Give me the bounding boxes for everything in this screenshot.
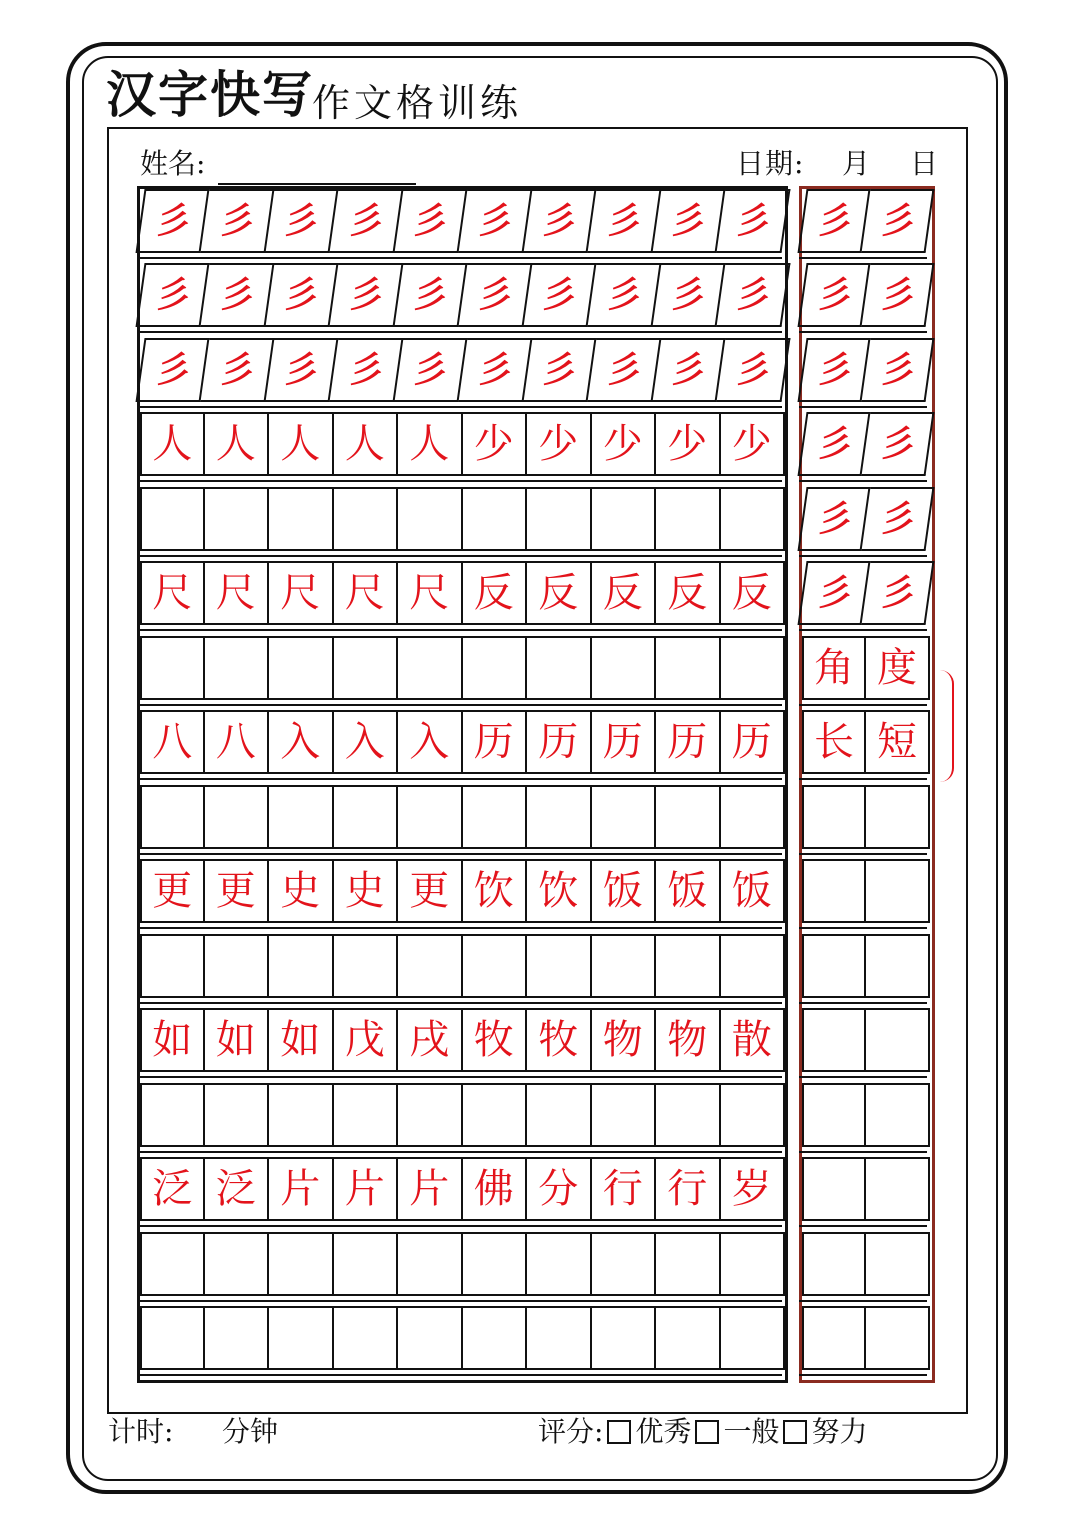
side-grid-row: [802, 412, 930, 476]
main-grid-cell[interactable]: [205, 487, 270, 551]
row-separator-line: [799, 331, 927, 333]
main-grid-cell[interactable]: 八: [205, 710, 270, 774]
main-grid-cell[interactable]: [398, 487, 463, 551]
score-label: 评分:: [538, 1415, 604, 1448]
main-grid-cell[interactable]: [463, 1083, 528, 1147]
main-grid-cell[interactable]: [463, 1306, 528, 1370]
main-grid-cell[interactable]: 反: [592, 561, 657, 625]
side-grid-cell[interactable]: [802, 1008, 866, 1072]
main-grid-cell[interactable]: 尺: [140, 561, 205, 625]
main-grid-row: [140, 710, 785, 774]
side-grid-cell[interactable]: [866, 1083, 930, 1147]
main-grid-cell[interactable]: [527, 1306, 592, 1370]
main-grid-cell[interactable]: [656, 1083, 721, 1147]
row-separator-line: [799, 1151, 927, 1153]
main-grid-cell[interactable]: [205, 1306, 270, 1370]
main-grid-cell[interactable]: 泛: [205, 1157, 270, 1221]
main-grid-cell[interactable]: [592, 934, 657, 998]
row-separator-line: [137, 406, 782, 408]
row-separator-line: [799, 1300, 927, 1302]
main-grid-cell[interactable]: [334, 934, 399, 998]
main-grid-cell[interactable]: [721, 636, 786, 700]
main-grid-cell[interactable]: 彡: [458, 338, 531, 402]
main-grid-cell[interactable]: [334, 785, 399, 849]
main-grid-cell[interactable]: 饭: [656, 859, 721, 923]
main-grid-cell[interactable]: 彡: [136, 338, 209, 402]
minutes-label: 分钟: [222, 1415, 279, 1448]
main-grid-cell[interactable]: 彡: [265, 263, 338, 327]
score-average-label: 一般: [723, 1415, 780, 1448]
main-grid-cell[interactable]: 如: [269, 1008, 334, 1072]
side-grid-cell[interactable]: 彡: [798, 412, 871, 476]
main-grid-cell[interactable]: [269, 487, 334, 551]
main-grid-cell[interactable]: [527, 785, 592, 849]
side-grid-cell[interactable]: 度: [866, 636, 930, 700]
row-separator-line: [137, 1374, 782, 1376]
side-grid-cell[interactable]: 彡: [862, 487, 935, 551]
side-grid-row: [802, 1008, 930, 1072]
main-grid-cell[interactable]: [334, 1083, 399, 1147]
main-grid-cell[interactable]: 岁: [721, 1157, 786, 1221]
main-grid-cell[interactable]: 反: [527, 561, 592, 625]
main-grid-cell[interactable]: 反: [656, 561, 721, 625]
main-grid-cell[interactable]: [140, 1083, 205, 1147]
row-separator-line: [137, 1225, 782, 1227]
main-grid-cell[interactable]: 物: [592, 1008, 657, 1072]
main-grid-cell[interactable]: 少: [592, 412, 657, 476]
side-grid-cell[interactable]: [866, 1306, 930, 1370]
main-grid-cell[interactable]: 彡: [329, 338, 402, 402]
main-grid-cell[interactable]: 入: [269, 710, 334, 774]
main-grid-cell[interactable]: [269, 636, 334, 700]
main-grid-row: [140, 1008, 785, 1072]
main-grid-cell[interactable]: [463, 487, 528, 551]
main-grid-row: [140, 1157, 785, 1221]
side-grid-row: [802, 859, 930, 923]
name-field-line[interactable]: [218, 183, 416, 185]
main-grid-cell[interactable]: 彡: [652, 189, 725, 253]
main-grid-cell[interactable]: 牧: [527, 1008, 592, 1072]
main-grid-cell[interactable]: 饮: [463, 859, 528, 923]
main-grid-cell[interactable]: 彡: [458, 189, 531, 253]
side-grid-cell[interactable]: 彡: [862, 189, 935, 253]
main-grid-row: [140, 636, 785, 700]
side-grid-cell[interactable]: 彡: [862, 263, 935, 327]
date-month-label: 月: [842, 147, 871, 180]
row-separator-line: [799, 406, 927, 408]
main-grid-cell[interactable]: [463, 1232, 528, 1296]
main-grid-cell[interactable]: [334, 1232, 399, 1296]
main-grid-cell[interactable]: 彡: [523, 263, 596, 327]
main-grid-cell[interactable]: 片: [334, 1157, 399, 1221]
grouping-brace: [936, 670, 954, 782]
side-grid-cell[interactable]: [802, 1306, 866, 1370]
row-separator-line: [137, 1002, 782, 1004]
side-grid-cell[interactable]: [866, 859, 930, 923]
side-grid-cell[interactable]: [802, 785, 866, 849]
main-grid-cell[interactable]: 少: [527, 412, 592, 476]
main-grid-cell[interactable]: 如: [140, 1008, 205, 1072]
side-grid-cell[interactable]: [802, 859, 866, 923]
side-grid-row: [802, 338, 930, 402]
main-grid-cell[interactable]: [334, 636, 399, 700]
side-grid-cell[interactable]: 彡: [862, 338, 935, 402]
main-grid-cell[interactable]: 佛: [463, 1157, 528, 1221]
row-separator-line: [137, 257, 782, 259]
side-grid-row: [802, 636, 930, 700]
main-grid-cell[interactable]: 入: [334, 710, 399, 774]
main-grid-row: [140, 263, 785, 327]
side-grid-cell[interactable]: 短: [866, 710, 930, 774]
main-grid-cell[interactable]: [205, 1083, 270, 1147]
score-effort-label: 努力: [811, 1415, 868, 1448]
row-separator-line: [799, 853, 927, 855]
side-grid-cell[interactable]: [866, 1157, 930, 1221]
score-excellent-checkbox[interactable]: [607, 1420, 631, 1444]
date-day-label: 日: [910, 147, 939, 180]
main-grid-cell[interactable]: 饮: [527, 859, 592, 923]
side-grid-cell[interactable]: 长: [802, 710, 866, 774]
row-separator-line: [799, 555, 927, 557]
page-subtitle: 作文格训练: [312, 81, 523, 125]
date-label: 日期:: [736, 147, 805, 180]
main-grid-row: [140, 487, 785, 551]
main-grid-cell[interactable]: 尺: [334, 561, 399, 625]
main-grid-row: [140, 189, 785, 253]
side-grid-row: [802, 1083, 930, 1147]
main-grid-cell[interactable]: [527, 934, 592, 998]
main-grid-cell[interactable]: 行: [656, 1157, 721, 1221]
main-grid-cell[interactable]: 彡: [136, 189, 209, 253]
row-separator-line: [799, 1374, 927, 1376]
main-grid-cell[interactable]: [527, 487, 592, 551]
row-separator-line: [137, 704, 782, 706]
main-grid-cell[interactable]: 彡: [329, 189, 402, 253]
side-grid-row: [802, 1232, 930, 1296]
side-grid-row: [802, 785, 930, 849]
main-grid-cell[interactable]: [269, 1083, 334, 1147]
side-grid-cell[interactable]: [866, 934, 930, 998]
main-grid-cell[interactable]: [721, 1083, 786, 1147]
side-grid-cell[interactable]: [866, 1008, 930, 1072]
main-grid-row: [140, 1232, 785, 1296]
main-grid-cell[interactable]: 历: [527, 710, 592, 774]
main-grid-cell[interactable]: 行: [592, 1157, 657, 1221]
main-grid-cell[interactable]: 反: [463, 561, 528, 625]
main-grid-row: [140, 785, 785, 849]
main-grid-cell[interactable]: 历: [463, 710, 528, 774]
side-grid-cell[interactable]: 彡: [862, 561, 935, 625]
main-grid-cell[interactable]: [721, 785, 786, 849]
main-grid-row: [140, 412, 785, 476]
main-grid-cell[interactable]: [269, 1306, 334, 1370]
timer-label: 计时:: [108, 1415, 174, 1448]
main-grid-row: [140, 1306, 785, 1370]
main-grid-row: [140, 934, 785, 998]
name-label: 姓名:: [140, 147, 206, 180]
main-grid-cell[interactable]: [656, 1306, 721, 1370]
side-grid-cell[interactable]: 彡: [798, 338, 871, 402]
row-separator-line: [137, 1300, 782, 1302]
main-grid-cell[interactable]: 物: [656, 1008, 721, 1072]
side-grid-cell[interactable]: 彡: [798, 487, 871, 551]
main-grid-cell[interactable]: [205, 636, 270, 700]
main-grid-row: [140, 859, 785, 923]
main-grid-cell[interactable]: 散: [721, 1008, 786, 1072]
main-grid-cell[interactable]: 彡: [394, 189, 467, 253]
main-grid-cell[interactable]: 少: [721, 412, 786, 476]
side-grid-cell[interactable]: 彡: [798, 189, 871, 253]
main-grid-cell[interactable]: 尺: [398, 561, 463, 625]
main-grid-cell[interactable]: 历: [721, 710, 786, 774]
main-grid-cell[interactable]: 彡: [587, 189, 660, 253]
main-grid-cell[interactable]: [656, 487, 721, 551]
row-separator-line: [799, 480, 927, 482]
main-grid-cell[interactable]: [656, 636, 721, 700]
main-grid-cell[interactable]: 戊: [334, 1008, 399, 1072]
side-grid-cell[interactable]: 彡: [798, 263, 871, 327]
row-separator-line: [137, 778, 782, 780]
score-section: [538, 1415, 868, 1448]
main-grid-cell[interactable]: 彡: [265, 189, 338, 253]
main-grid-cell[interactable]: [205, 785, 270, 849]
main-grid-cell[interactable]: [334, 1306, 399, 1370]
main-grid-cell[interactable]: 泛: [140, 1157, 205, 1221]
main-grid-cell[interactable]: [398, 1083, 463, 1147]
main-grid-cell[interactable]: [398, 1232, 463, 1296]
score-excellent-label: 优秀: [635, 1415, 692, 1448]
main-grid-cell[interactable]: [463, 934, 528, 998]
main-grid-cell[interactable]: 分: [527, 1157, 592, 1221]
main-grid-cell[interactable]: [269, 785, 334, 849]
main-grid-cell[interactable]: [398, 785, 463, 849]
main-grid-cell[interactable]: 更: [398, 859, 463, 923]
main-grid-cell[interactable]: 人: [140, 412, 205, 476]
main-grid-cell[interactable]: [527, 1232, 592, 1296]
main-grid-cell[interactable]: 片: [398, 1157, 463, 1221]
main-grid-cell[interactable]: 如: [205, 1008, 270, 1072]
row-separator-line: [137, 1151, 782, 1153]
row-separator-line: [137, 480, 782, 482]
side-grid-cell[interactable]: [802, 1157, 866, 1221]
side-grid-row: [802, 1157, 930, 1221]
side-grid-row: [802, 487, 930, 551]
main-grid-cell[interactable]: 反: [721, 561, 786, 625]
main-grid-cell[interactable]: 彡: [265, 338, 338, 402]
side-grid-row: [802, 710, 930, 774]
main-grid-cell[interactable]: [398, 934, 463, 998]
row-separator-line: [137, 927, 782, 929]
main-grid-cell[interactable]: 彡: [523, 338, 596, 402]
main-grid-cell[interactable]: [592, 1306, 657, 1370]
main-grid-cell[interactable]: [269, 934, 334, 998]
main-grid-cell[interactable]: [205, 934, 270, 998]
main-grid-cell[interactable]: 史: [334, 859, 399, 923]
main-grid-cell[interactable]: 更: [140, 859, 205, 923]
main-grid-cell[interactable]: [205, 1232, 270, 1296]
main-grid-cell[interactable]: 史: [269, 859, 334, 923]
main-grid-cell[interactable]: [656, 785, 721, 849]
main-grid-cell[interactable]: [463, 785, 528, 849]
side-grid-row: [802, 263, 930, 327]
main-grid-cell[interactable]: [721, 487, 786, 551]
main-grid-cell[interactable]: 饭: [721, 859, 786, 923]
main-grid-cell[interactable]: [721, 934, 786, 998]
main-grid-cell[interactable]: 彡: [716, 338, 789, 402]
row-separator-line: [799, 927, 927, 929]
main-grid-cell[interactable]: 少: [656, 412, 721, 476]
main-grid-cell[interactable]: 人: [334, 412, 399, 476]
main-grid-cell[interactable]: 彡: [716, 263, 789, 327]
main-grid-cell[interactable]: 人: [398, 412, 463, 476]
main-grid-cell[interactable]: [656, 1232, 721, 1296]
main-grid-cell[interactable]: 历: [656, 710, 721, 774]
main-grid-cell[interactable]: [721, 1306, 786, 1370]
side-grid-row: [802, 561, 930, 625]
main-grid-cell[interactable]: [656, 934, 721, 998]
side-grid-cell[interactable]: [802, 1083, 866, 1147]
main-grid-cell[interactable]: 饭: [592, 859, 657, 923]
main-grid-cell[interactable]: 彡: [329, 263, 402, 327]
main-grid-cell[interactable]: [592, 785, 657, 849]
main-grid-cell[interactable]: [398, 1306, 463, 1370]
main-grid-cell[interactable]: 彡: [652, 263, 725, 327]
main-grid-cell[interactable]: [140, 487, 205, 551]
main-grid-cell[interactable]: 彡: [587, 338, 660, 402]
main-grid-cell[interactable]: [140, 785, 205, 849]
main-grid-cell[interactable]: 历: [592, 710, 657, 774]
main-grid-cell[interactable]: [592, 1232, 657, 1296]
main-grid-cell[interactable]: [721, 1232, 786, 1296]
row-separator-line: [799, 1076, 927, 1078]
side-grid-cell[interactable]: [802, 1232, 866, 1296]
main-grid-cell[interactable]: [592, 636, 657, 700]
side-grid-row: [802, 189, 930, 253]
main-grid-cell[interactable]: [527, 636, 592, 700]
score-average-checkbox[interactable]: [695, 1420, 719, 1444]
main-grid-cell[interactable]: [463, 636, 528, 700]
page-title: 汉字快写: [106, 66, 314, 124]
side-grid-cell[interactable]: 角: [802, 636, 866, 700]
side-grid-cell[interactable]: 彡: [862, 412, 935, 476]
row-separator-line: [137, 555, 782, 557]
main-grid-cell[interactable]: 戌: [398, 1008, 463, 1072]
row-separator-line: [799, 704, 927, 706]
main-grid-cell[interactable]: 彡: [200, 189, 273, 253]
row-separator-line: [137, 629, 782, 631]
side-grid-cell[interactable]: 彡: [798, 561, 871, 625]
main-grid-cell[interactable]: [140, 636, 205, 700]
main-grid-cell[interactable]: [592, 487, 657, 551]
main-grid-cell[interactable]: 牧: [463, 1008, 528, 1072]
main-grid-cell[interactable]: [140, 1232, 205, 1296]
row-separator-line: [799, 629, 927, 631]
main-grid-cell[interactable]: [140, 934, 205, 998]
row-separator-line: [799, 257, 927, 259]
main-grid-cell[interactable]: [398, 636, 463, 700]
main-grid-cell[interactable]: 少: [463, 412, 528, 476]
row-separator-line: [137, 1076, 782, 1078]
main-grid-cell[interactable]: 人: [205, 412, 270, 476]
main-grid-cell[interactable]: 彡: [652, 338, 725, 402]
main-grid-cell[interactable]: 更: [205, 859, 270, 923]
row-separator-line: [137, 331, 782, 333]
row-separator-line: [799, 1225, 927, 1227]
main-grid-cell[interactable]: 彡: [716, 189, 789, 253]
main-grid-cell[interactable]: 八: [140, 710, 205, 774]
main-grid-cell[interactable]: 彡: [200, 338, 273, 402]
main-grid-cell[interactable]: [527, 1083, 592, 1147]
main-grid-cell[interactable]: 尺: [205, 561, 270, 625]
main-grid-cell[interactable]: 彡: [587, 263, 660, 327]
row-separator-line: [799, 778, 927, 780]
main-grid-cell[interactable]: 片: [269, 1157, 334, 1221]
main-grid-cell[interactable]: 入: [398, 710, 463, 774]
row-separator-line: [137, 853, 782, 855]
main-grid-cell[interactable]: 彡: [136, 263, 209, 327]
main-grid-cell[interactable]: [269, 1232, 334, 1296]
main-grid-cell[interactable]: 彡: [394, 338, 467, 402]
main-grid-cell[interactable]: [334, 487, 399, 551]
side-grid-cell[interactable]: [866, 1232, 930, 1296]
side-grid-row: [802, 1306, 930, 1370]
main-grid-cell[interactable]: 彡: [394, 263, 467, 327]
main-grid-cell[interactable]: 彡: [523, 189, 596, 253]
score-effort-checkbox[interactable]: [783, 1420, 807, 1444]
side-grid-cell[interactable]: [802, 934, 866, 998]
main-grid-cell[interactable]: 彡: [200, 263, 273, 327]
main-grid-row: [140, 1083, 785, 1147]
side-grid-cell[interactable]: [866, 785, 930, 849]
main-grid-cell[interactable]: 彡: [458, 263, 531, 327]
row-separator-line: [799, 1002, 927, 1004]
main-grid-cell[interactable]: [592, 1083, 657, 1147]
main-grid-cell[interactable]: 人: [269, 412, 334, 476]
side-grid-row: [802, 934, 930, 998]
main-grid-row: [140, 561, 785, 625]
main-grid-row: [140, 338, 785, 402]
main-grid-cell[interactable]: 尺: [269, 561, 334, 625]
main-grid-cell[interactable]: [140, 1306, 205, 1370]
